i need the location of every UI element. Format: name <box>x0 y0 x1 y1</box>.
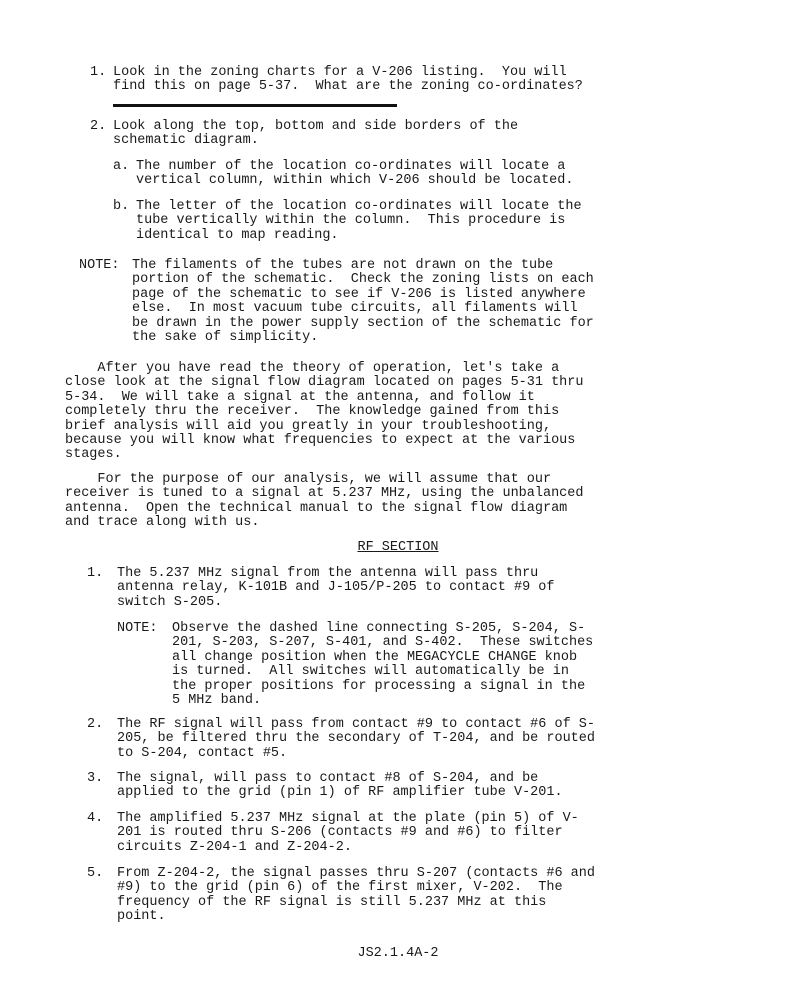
section-heading <box>0 541 796 555</box>
rf-item-3-text: The signal, will pass to contact #8 of S-204, and be applied to the grid (pin 1) of RF amplifier tube V-201. <box>117 771 563 801</box>
substep-a-text: The number of the location co-ordinates will locate a vertical column, within which V-206 should be located. <box>136 159 574 189</box>
paragraph-signal-flow: After you have read the theory of operation, let's take a close look at the signal flow diagram located on pages 5-31 thru 5-34. We will take a signal at the antenna, and follow it completely thru the receiver. The knowledge gained from this brief analysis will aid you greatly in your troubleshooting, because you will know what frequencies to expect at the various stages. <box>65 361 584 463</box>
step-1-number: 1. <box>90 65 107 80</box>
rf-item-1-number: 1. <box>87 566 104 581</box>
paragraph-analysis-assumption: For the purpose of our analysis, we will assume that our receiver is tuned to a signal at 5.237 MHz, using the unbalanced antenna. Open the technical manual to the signal flow diagram and trace along with us. <box>65 472 584 531</box>
rf-item-2-number: 2. <box>87 717 104 732</box>
step-2-number: 2. <box>90 119 107 134</box>
substep-a-letter: a. <box>113 159 130 174</box>
rf-item-4-text: The amplified 5.237 MHz signal at the plate (pin 5) of V- 201 is routed thru S-206 (contacts #9 and #6) to filter circuits Z-204-1 and Z-204-2. <box>117 811 579 855</box>
section-heading-text: RF SECTION <box>357 540 439 555</box>
step-2-text: Look along the top, bottom and side borders of the schematic diagram. <box>113 119 519 149</box>
rf-item-5-number: 5. <box>87 866 104 881</box>
rf-item-2-text: The RF signal will pass from contact #9 to contact #6 of S- 205, be filtered thru the secondary of T-204, and be routed to S-204, contact #5. <box>117 717 595 761</box>
rf-item-5-text: From Z-204-2, the signal passes thru S-207 (contacts #6 and #9) to the grid (pin 6) of the first mixer, V-202. The frequency of the RF signal is still 5.237 MHz at this point. <box>117 866 595 925</box>
answer-blank-line <box>113 104 397 107</box>
page-footer-id: JS2.1.4A-2 <box>357 946 439 961</box>
step-1-text: Look in the zoning charts for a V-206 listing. You will find this on page 5-37. What are the zoning co-ordinates? <box>113 65 583 95</box>
substep-b-text: The letter of the location co-ordinates will locate the tube vertically within the column. This procedure is identical to map reading. <box>136 199 582 243</box>
substep-b-letter: b. <box>113 199 130 214</box>
rf-item-3-number: 3. <box>87 771 104 786</box>
note-1-text: The filaments of the tubes are not drawn on the tube portion of the schematic. Check the zoning lists on each page of the schematic to see if V-206 is listed anywhere else. In most vacuum tube circuits, all filaments will be drawn in the power supply section of the schematic for the sake of simplicity. <box>132 258 594 346</box>
rf-item-1-text: The 5.237 MHz signal from the antenna will pass thru antenna relay, K-101B and J-105/P-205 to contact #9 of switch S-205. <box>117 566 555 610</box>
note-1-label: NOTE: <box>79 258 120 273</box>
note-2-text: Observe the dashed line connecting S-205, S-204, S- 201, S-203, S-207, S-401, and S-402. These switches all change position when the MEGACYCLE CHANGE knob is turned. All switches will automatically be in the proper positions for processing a signal in the 5 MHz band. <box>172 621 594 709</box>
note-2-label: NOTE: <box>117 621 158 636</box>
rf-item-4-number: 4. <box>87 811 104 826</box>
